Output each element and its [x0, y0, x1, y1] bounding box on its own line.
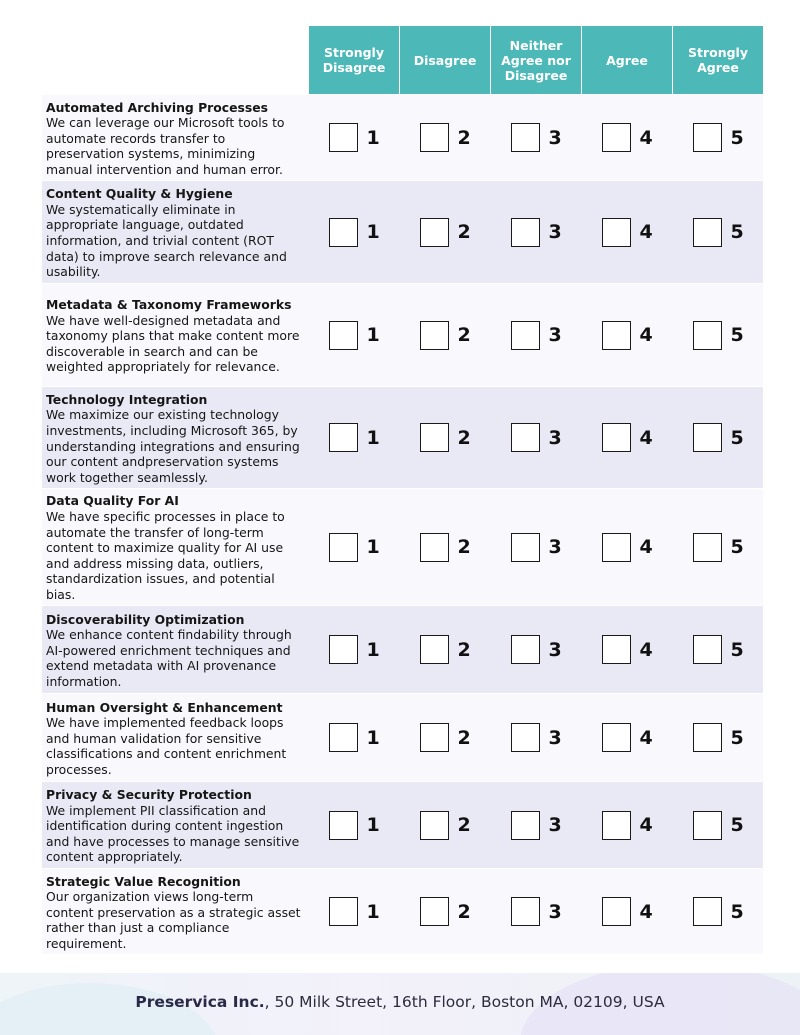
rating-checkbox[interactable] — [420, 123, 449, 152]
rating-number: 2 — [457, 536, 471, 558]
column-neither: Neither Agree nor Disagree — [490, 26, 581, 94]
rating-number: 2 — [457, 126, 471, 149]
statement-cell — [42, 291, 308, 379]
rating-checkbox[interactable] — [420, 218, 449, 247]
rating-option — [672, 635, 763, 664]
rating-number: 1 — [366, 126, 380, 149]
rating-number: 3 — [548, 814, 562, 836]
rating-checkbox[interactable] — [511, 423, 540, 452]
rating-checkbox[interactable] — [602, 723, 631, 752]
rating-checkbox[interactable] — [420, 811, 449, 840]
rating-option — [672, 321, 763, 350]
statement-cell — [42, 94, 308, 182]
rating-option — [581, 423, 672, 452]
rating-checkbox[interactable] — [602, 423, 631, 452]
rating-number: 5 — [730, 221, 744, 243]
rating-number: 4 — [639, 426, 653, 449]
rating-number: 2 — [457, 638, 471, 661]
survey-rows — [42, 94, 763, 954]
rating-checkbox[interactable] — [511, 897, 540, 926]
rating-checkbox[interactable] — [420, 533, 449, 562]
rating-option — [672, 218, 763, 247]
rating-option — [490, 218, 581, 247]
survey-row — [42, 488, 763, 605]
rating-number: 1 — [366, 426, 380, 449]
rating-option — [308, 811, 399, 840]
rating-option — [672, 533, 763, 562]
survey-row — [42, 94, 763, 180]
rating-checkbox[interactable] — [511, 123, 540, 152]
rating-checkbox[interactable] — [511, 723, 540, 752]
rating-checkbox[interactable] — [420, 423, 449, 452]
rating-number: 5 — [730, 900, 744, 923]
rating-number: 4 — [639, 726, 653, 749]
rating-number: 5 — [730, 126, 744, 149]
rating-option — [399, 897, 490, 926]
statement-cell — [42, 694, 308, 782]
footer — [0, 973, 800, 1035]
rating-option — [308, 635, 399, 664]
rating-option — [581, 723, 672, 752]
rating-checkbox[interactable] — [693, 423, 722, 452]
rating-checkbox[interactable] — [693, 897, 722, 926]
rating-number: 4 — [639, 324, 653, 346]
statement-title: Metadata & Taxonomy Frameworks — [46, 297, 292, 313]
rating-checkbox[interactable] — [329, 811, 358, 840]
rating-checkbox[interactable] — [420, 897, 449, 926]
statement-text: We maximize our existing technology investments, including Microsoft 365, by understanding integrations and ensuring our content andpreservation systems work together seamlessly. — [46, 407, 300, 485]
statement-title: Discoverability Optimization — [46, 611, 245, 627]
rating-checkbox[interactable] — [602, 321, 631, 350]
rating-option — [672, 811, 763, 840]
rating-option — [308, 218, 399, 247]
rating-number: 3 — [548, 726, 562, 749]
rating-checkbox[interactable] — [693, 123, 722, 152]
rating-checkbox[interactable] — [602, 897, 631, 926]
rating-checkbox[interactable] — [693, 811, 722, 840]
statement-text: We have well-designed metadata and taxonomy plans that make content more discoverable in search and can be weighted appropriately for relevance. — [46, 312, 300, 375]
rating-option — [490, 635, 581, 664]
rating-checkbox[interactable] — [329, 723, 358, 752]
rating-number: 3 — [548, 324, 562, 346]
rating-number: 3 — [548, 221, 562, 243]
statement-title: Human Oversight & Enhancement — [46, 699, 283, 715]
rating-number: 3 — [548, 426, 562, 449]
rating-option — [399, 533, 490, 562]
rating-option — [490, 123, 581, 152]
rating-number: 1 — [366, 638, 380, 661]
rating-number: 2 — [457, 726, 471, 749]
rating-number: 5 — [730, 536, 744, 558]
rating-checkbox[interactable] — [693, 533, 722, 562]
column-strongly-agree: Strongly Agree — [672, 26, 763, 94]
rating-checkbox[interactable] — [420, 723, 449, 752]
rating-number: 2 — [457, 814, 471, 836]
rating-option — [672, 897, 763, 926]
statement-title: Technology Integration — [46, 391, 208, 407]
survey-table — [42, 26, 763, 954]
statement-title: Content Quality & Hygiene — [46, 186, 233, 202]
statement-cell — [42, 781, 308, 869]
rating-option — [399, 218, 490, 247]
rating-checkbox[interactable] — [693, 635, 722, 664]
rating-number: 5 — [730, 426, 744, 449]
rating-checkbox[interactable] — [329, 897, 358, 926]
rating-option — [308, 723, 399, 752]
statement-text: Our organization views long-term content preservation as a strategic asset rather than just a compliance requirement. — [46, 889, 301, 951]
rating-number: 4 — [639, 814, 653, 836]
rating-number: 3 — [548, 126, 562, 149]
header-row — [42, 26, 763, 94]
rating-checkbox[interactable] — [329, 635, 358, 664]
survey-row — [42, 283, 763, 386]
rating-checkbox[interactable] — [693, 723, 722, 752]
rating-option — [490, 897, 581, 926]
rating-option — [581, 321, 672, 350]
rating-number: 1 — [366, 726, 380, 749]
rating-option — [308, 533, 399, 562]
rating-checkbox[interactable] — [602, 533, 631, 562]
survey-row — [42, 868, 763, 954]
footer-address-line — [0, 993, 800, 1011]
rating-option — [308, 321, 399, 350]
statement-cell — [42, 606, 308, 694]
rating-checkbox[interactable] — [602, 635, 631, 664]
rating-checkbox[interactable] — [511, 811, 540, 840]
column-agree: Agree — [581, 26, 672, 94]
rating-option — [308, 423, 399, 452]
rating-option — [490, 533, 581, 562]
rating-checkbox[interactable] — [602, 123, 631, 152]
rating-checkbox[interactable] — [511, 218, 540, 247]
rating-checkbox[interactable] — [329, 423, 358, 452]
survey-row — [42, 605, 763, 693]
rating-checkbox[interactable] — [329, 533, 358, 562]
statement-cell — [42, 487, 308, 606]
rating-option — [581, 897, 672, 926]
rating-number: 1 — [366, 814, 380, 836]
survey-row — [42, 180, 763, 283]
rating-option — [672, 423, 763, 452]
header-spacer — [42, 26, 308, 94]
rating-option — [581, 811, 672, 840]
rating-number: 1 — [366, 221, 380, 243]
statement-text: We systematically eliminate in appropriate language, outdated information, and trivial content (ROT data) to improve search relevance and usability. — [46, 201, 287, 280]
rating-number: 4 — [639, 221, 653, 243]
statement-title: Privacy & Security Protection — [46, 787, 252, 803]
rating-option — [581, 123, 672, 152]
statement-title: Automated Archiving Processes — [46, 99, 269, 115]
rating-checkbox[interactable] — [693, 218, 722, 247]
rating-number: 2 — [457, 426, 471, 449]
rating-number: 3 — [548, 638, 562, 661]
rating-number: 5 — [730, 814, 744, 836]
rating-number: 5 — [730, 638, 744, 661]
rating-option — [581, 635, 672, 664]
statement-text: We implement PII classification and identification during content ingestion and have processes to manage sensitive content appropriately. — [46, 802, 300, 865]
rating-option — [399, 635, 490, 664]
rating-option — [399, 423, 490, 452]
statement-text: We can leverage our Microsoft tools to automate records transfer to preservation systems, minimizing manual intervention and human error. — [46, 115, 285, 177]
rating-option — [308, 897, 399, 926]
rating-option — [581, 533, 672, 562]
rating-number: 5 — [730, 324, 744, 346]
survey-row — [42, 693, 763, 781]
survey-row — [42, 386, 763, 488]
rating-checkbox[interactable] — [329, 218, 358, 247]
rating-checkbox[interactable] — [602, 811, 631, 840]
statement-cell — [42, 180, 308, 284]
rating-number: 4 — [639, 638, 653, 661]
statement-cell — [42, 386, 308, 490]
rating-option — [490, 321, 581, 350]
rating-option — [399, 723, 490, 752]
rating-option — [399, 123, 490, 152]
rating-checkbox[interactable] — [693, 321, 722, 350]
rating-option — [672, 723, 763, 752]
rating-option — [490, 423, 581, 452]
rating-number: 1 — [366, 900, 380, 923]
rating-option — [399, 811, 490, 840]
rating-checkbox[interactable] — [329, 321, 358, 350]
rating-checkbox[interactable] — [602, 218, 631, 247]
rating-number: 1 — [366, 324, 380, 346]
statement-text: We enhance content findability through AI-powered enrichment techniques and extend metadata with AI provenance information. — [46, 627, 292, 689]
statement-cell — [42, 868, 308, 956]
statement-title: Data Quality For AI — [46, 493, 179, 509]
rating-checkbox[interactable] — [420, 321, 449, 350]
rating-number: 3 — [548, 900, 562, 923]
rating-checkbox[interactable] — [511, 321, 540, 350]
rating-number: 4 — [639, 536, 653, 558]
rating-checkbox[interactable] — [511, 533, 540, 562]
survey-row — [42, 781, 763, 868]
rating-option — [308, 123, 399, 152]
company-name: Preservica Inc. — [135, 993, 265, 1011]
rating-number: 2 — [457, 900, 471, 923]
rating-option — [490, 811, 581, 840]
rating-option — [672, 123, 763, 152]
rating-option — [490, 723, 581, 752]
rating-number: 4 — [639, 126, 653, 149]
company-address: , 50 Milk Street, 16th Floor, Boston MA, 02109, USA — [264, 993, 665, 1011]
statement-text: We have implemented feedback loops and human validation for sensitive classifications and content enrichment processes. — [46, 715, 287, 777]
rating-number: 3 — [548, 536, 562, 558]
column-strongly-disagree: Strongly Disagree — [308, 26, 399, 94]
statement-text: We have specific processes in place to automate the transfer of long-term content to maximize quality for AI use and address missing data, outliers, standardization issues, and potential bias. — [46, 509, 285, 602]
rating-checkbox[interactable] — [511, 635, 540, 664]
rating-option — [581, 218, 672, 247]
statement-title: Strategic Value Recognition — [46, 873, 241, 889]
rating-checkbox[interactable] — [329, 123, 358, 152]
rating-number: 4 — [639, 900, 653, 923]
rating-number: 2 — [457, 221, 471, 243]
column-disagree: Disagree — [399, 26, 490, 94]
rating-checkbox[interactable] — [420, 635, 449, 664]
rating-option — [399, 321, 490, 350]
rating-number: 1 — [366, 536, 380, 558]
rating-number: 5 — [730, 726, 744, 749]
rating-number: 2 — [457, 324, 471, 346]
